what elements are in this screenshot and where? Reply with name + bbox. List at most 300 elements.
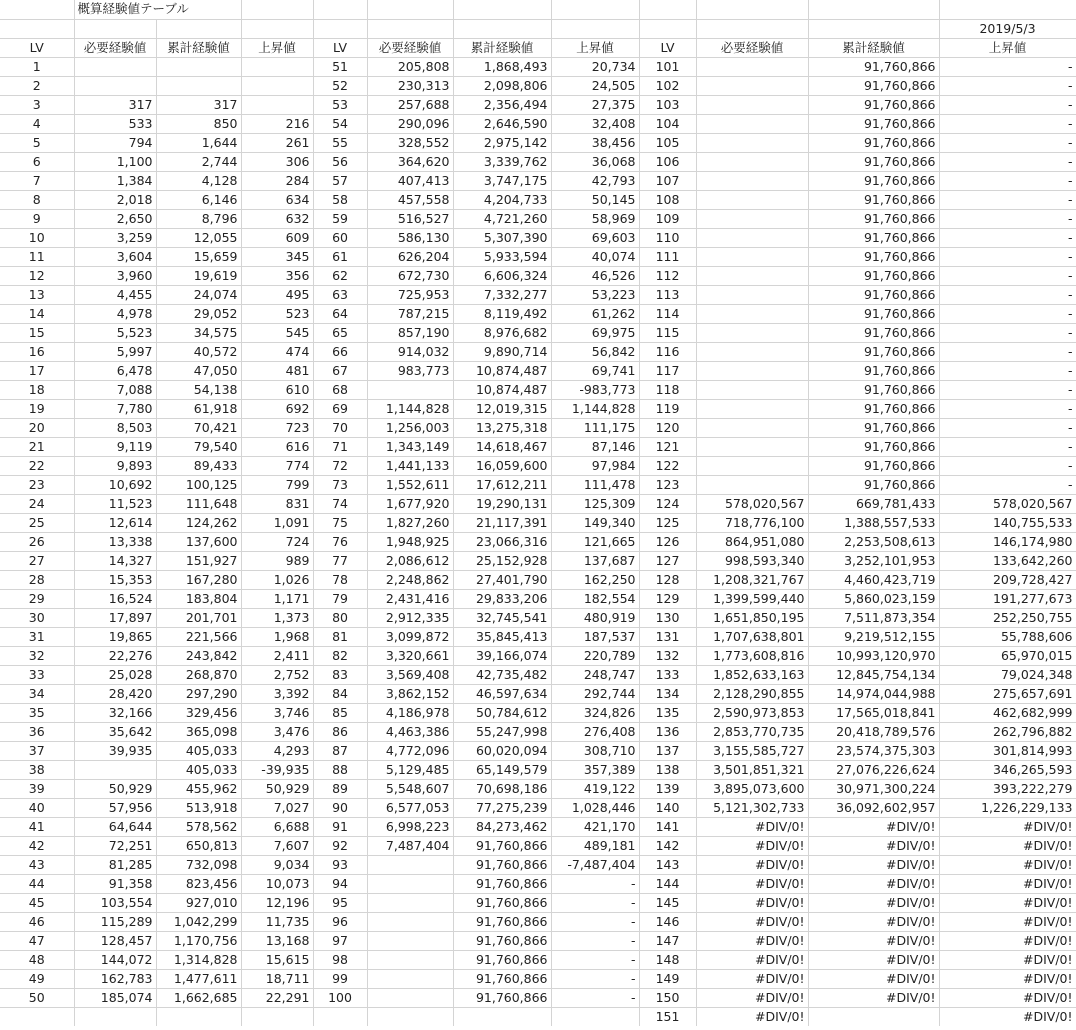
required-exp-cell[interactable]: 1,707,638,801 xyxy=(696,627,808,646)
total-exp-cell[interactable]: 55,247,998 xyxy=(453,722,551,741)
lv-cell[interactable]: 139 xyxy=(639,779,696,798)
lv-cell[interactable]: 5 xyxy=(0,133,74,152)
total-exp-cell[interactable]: 4,460,423,719 xyxy=(808,570,939,589)
lv-cell[interactable]: 49 xyxy=(0,969,74,988)
required-exp-cell[interactable]: 290,096 xyxy=(367,114,453,133)
required-exp-cell[interactable]: 1,100 xyxy=(74,152,156,171)
required-exp-cell[interactable]: 672,730 xyxy=(367,266,453,285)
total-exp-cell[interactable] xyxy=(156,57,241,76)
required-exp-cell[interactable]: 205,808 xyxy=(367,57,453,76)
total-exp-cell[interactable]: 54,138 xyxy=(156,380,241,399)
increase-cell[interactable]: #DIV/0! xyxy=(939,893,1076,912)
increase-cell[interactable]: - xyxy=(939,247,1076,266)
lv-cell[interactable]: 142 xyxy=(639,836,696,855)
total-exp-cell[interactable]: 91,760,866 xyxy=(453,988,551,1007)
increase-cell[interactable]: 2,752 xyxy=(241,665,313,684)
required-exp-cell[interactable]: 57,956 xyxy=(74,798,156,817)
required-exp-cell[interactable]: 3,895,073,600 xyxy=(696,779,808,798)
lv-cell[interactable]: 97 xyxy=(313,931,367,950)
lv-cell[interactable]: 135 xyxy=(639,703,696,722)
total-exp-cell[interactable]: #DIV/0! xyxy=(808,950,939,969)
required-exp-cell[interactable] xyxy=(696,342,808,361)
required-exp-cell[interactable]: 5,997 xyxy=(74,342,156,361)
total-exp-cell[interactable]: 221,566 xyxy=(156,627,241,646)
total-exp-cell[interactable]: 14,974,044,988 xyxy=(808,684,939,703)
total-exp-cell[interactable]: 10,874,487 xyxy=(453,380,551,399)
lv-cell[interactable]: 51 xyxy=(313,57,367,76)
lv-cell[interactable]: 12 xyxy=(0,266,74,285)
required-exp-cell[interactable]: 103,554 xyxy=(74,893,156,912)
lv-cell[interactable]: 144 xyxy=(639,874,696,893)
increase-cell[interactable]: - xyxy=(551,893,639,912)
total-exp-cell[interactable]: 91,760,866 xyxy=(808,190,939,209)
increase-cell[interactable]: 1,091 xyxy=(241,513,313,532)
total-exp-cell[interactable] xyxy=(156,76,241,95)
required-exp-cell[interactable]: 2,853,770,735 xyxy=(696,722,808,741)
required-exp-cell[interactable]: 64,644 xyxy=(74,817,156,836)
required-exp-cell[interactable]: 328,552 xyxy=(367,133,453,152)
header-total-exp[interactable]: 累計経験値 xyxy=(808,38,939,57)
increase-cell[interactable]: 632 xyxy=(241,209,313,228)
required-exp-cell[interactable]: 533 xyxy=(74,114,156,133)
cell[interactable] xyxy=(696,19,808,38)
header-required-exp[interactable]: 必要経験値 xyxy=(74,38,156,57)
required-exp-cell[interactable] xyxy=(696,114,808,133)
total-exp-cell[interactable]: #DIV/0! xyxy=(808,931,939,950)
increase-cell[interactable]: 7,607 xyxy=(241,836,313,855)
increase-cell[interactable]: 610 xyxy=(241,380,313,399)
required-exp-cell[interactable]: 10,692 xyxy=(74,475,156,494)
required-exp-cell[interactable]: 9,893 xyxy=(74,456,156,475)
required-exp-cell[interactable]: 6,998,223 xyxy=(367,817,453,836)
total-exp-cell[interactable]: 91,760,866 xyxy=(453,969,551,988)
required-exp-cell[interactable]: 3,099,872 xyxy=(367,627,453,646)
lv-cell[interactable]: 22 xyxy=(0,456,74,475)
required-exp-cell[interactable]: 586,130 xyxy=(367,228,453,247)
total-exp-cell[interactable]: 4,128 xyxy=(156,171,241,190)
required-exp-cell[interactable] xyxy=(696,380,808,399)
lv-cell[interactable]: 30 xyxy=(0,608,74,627)
lv-cell[interactable]: 4 xyxy=(0,114,74,133)
lv-cell[interactable]: 126 xyxy=(639,532,696,551)
total-exp-cell[interactable]: 2,098,806 xyxy=(453,76,551,95)
lv-cell[interactable]: 25 xyxy=(0,513,74,532)
increase-cell[interactable]: #DIV/0! xyxy=(939,912,1076,931)
total-exp-cell[interactable]: 91,760,866 xyxy=(453,855,551,874)
total-exp-cell[interactable]: 91,760,866 xyxy=(808,456,939,475)
total-exp-cell[interactable]: 32,745,541 xyxy=(453,608,551,627)
lv-cell[interactable]: 55 xyxy=(313,133,367,152)
required-exp-cell[interactable]: 3,604 xyxy=(74,247,156,266)
increase-cell[interactable]: - xyxy=(551,969,639,988)
lv-cell[interactable]: 98 xyxy=(313,950,367,969)
lv-cell[interactable]: 32 xyxy=(0,646,74,665)
lv-cell[interactable]: 65 xyxy=(313,323,367,342)
lv-cell[interactable] xyxy=(0,1007,74,1026)
increase-cell[interactable]: 162,250 xyxy=(551,570,639,589)
required-exp-cell[interactable]: 7,487,404 xyxy=(367,836,453,855)
lv-cell[interactable]: 59 xyxy=(313,209,367,228)
increase-cell[interactable]: 306 xyxy=(241,152,313,171)
total-exp-cell[interactable]: 70,421 xyxy=(156,418,241,437)
lv-cell[interactable]: 106 xyxy=(639,152,696,171)
total-exp-cell[interactable]: 16,059,600 xyxy=(453,456,551,475)
increase-cell[interactable]: - xyxy=(551,874,639,893)
required-exp-cell[interactable]: 3,569,408 xyxy=(367,665,453,684)
total-exp-cell[interactable]: 91,760,866 xyxy=(808,247,939,266)
total-exp-cell[interactable]: 91,760,866 xyxy=(808,228,939,247)
required-exp-cell[interactable] xyxy=(696,304,808,323)
increase-cell[interactable]: 284 xyxy=(241,171,313,190)
required-exp-cell[interactable] xyxy=(696,209,808,228)
required-exp-cell[interactable]: 983,773 xyxy=(367,361,453,380)
increase-cell[interactable]: 609 xyxy=(241,228,313,247)
required-exp-cell[interactable]: 864,951,080 xyxy=(696,532,808,551)
lv-cell[interactable]: 130 xyxy=(639,608,696,627)
lv-cell[interactable]: 93 xyxy=(313,855,367,874)
required-exp-cell[interactable]: 857,190 xyxy=(367,323,453,342)
cell[interactable] xyxy=(453,0,551,19)
required-exp-cell[interactable]: #DIV/0! xyxy=(696,988,808,1007)
increase-cell[interactable]: 523 xyxy=(241,304,313,323)
total-exp-cell[interactable]: #DIV/0! xyxy=(808,969,939,988)
total-exp-cell[interactable]: #DIV/0! xyxy=(808,855,939,874)
required-exp-cell[interactable] xyxy=(696,285,808,304)
increase-cell[interactable]: 345 xyxy=(241,247,313,266)
required-exp-cell[interactable] xyxy=(367,969,453,988)
required-exp-cell[interactable]: 35,642 xyxy=(74,722,156,741)
increase-cell[interactable]: 308,710 xyxy=(551,741,639,760)
lv-cell[interactable]: 10 xyxy=(0,228,74,247)
total-exp-cell[interactable]: 27,076,226,624 xyxy=(808,760,939,779)
total-exp-cell[interactable]: 91,760,866 xyxy=(808,114,939,133)
lv-cell[interactable]: 11 xyxy=(0,247,74,266)
lv-cell[interactable]: 18 xyxy=(0,380,74,399)
lv-cell[interactable]: 45 xyxy=(0,893,74,912)
lv-cell[interactable]: 53 xyxy=(313,95,367,114)
required-exp-cell[interactable]: 1,384 xyxy=(74,171,156,190)
lv-cell[interactable]: 114 xyxy=(639,304,696,323)
increase-cell[interactable]: 3,392 xyxy=(241,684,313,703)
increase-cell[interactable]: 276,408 xyxy=(551,722,639,741)
increase-cell[interactable]: 15,615 xyxy=(241,950,313,969)
total-exp-cell[interactable]: 91,760,866 xyxy=(808,475,939,494)
required-exp-cell[interactable] xyxy=(367,950,453,969)
total-exp-cell[interactable]: 513,918 xyxy=(156,798,241,817)
total-exp-cell[interactable]: 91,760,866 xyxy=(453,874,551,893)
increase-cell[interactable]: 20,734 xyxy=(551,57,639,76)
lv-cell[interactable]: 132 xyxy=(639,646,696,665)
total-exp-cell[interactable]: 27,401,790 xyxy=(453,570,551,589)
lv-cell[interactable]: 62 xyxy=(313,266,367,285)
total-exp-cell[interactable]: 243,842 xyxy=(156,646,241,665)
lv-cell[interactable]: 75 xyxy=(313,513,367,532)
lv-cell[interactable]: 119 xyxy=(639,399,696,418)
required-exp-cell[interactable]: 6,478 xyxy=(74,361,156,380)
required-exp-cell[interactable]: 1,948,925 xyxy=(367,532,453,551)
lv-cell[interactable]: 74 xyxy=(313,494,367,513)
total-exp-cell[interactable]: 36,092,602,957 xyxy=(808,798,939,817)
required-exp-cell[interactable]: 4,186,978 xyxy=(367,703,453,722)
total-exp-cell[interactable]: 13,275,318 xyxy=(453,418,551,437)
increase-cell[interactable]: - xyxy=(939,323,1076,342)
increase-cell[interactable]: 32,408 xyxy=(551,114,639,133)
lv-cell[interactable]: 3 xyxy=(0,95,74,114)
total-exp-cell[interactable]: 91,760,866 xyxy=(808,342,939,361)
increase-cell[interactable]: 24,505 xyxy=(551,76,639,95)
required-exp-cell[interactable]: 12,614 xyxy=(74,513,156,532)
cell[interactable] xyxy=(367,19,453,38)
increase-cell[interactable]: 40,074 xyxy=(551,247,639,266)
required-exp-cell[interactable]: 8,503 xyxy=(74,418,156,437)
lv-cell[interactable]: 24 xyxy=(0,494,74,513)
cell[interactable] xyxy=(696,0,808,19)
lv-cell[interactable]: 121 xyxy=(639,437,696,456)
total-exp-cell[interactable]: 1,314,828 xyxy=(156,950,241,969)
required-exp-cell[interactable]: 17,897 xyxy=(74,608,156,627)
required-exp-cell[interactable]: 787,215 xyxy=(367,304,453,323)
required-exp-cell[interactable]: 81,285 xyxy=(74,855,156,874)
lv-cell[interactable]: 66 xyxy=(313,342,367,361)
required-exp-cell[interactable]: 1,208,321,767 xyxy=(696,570,808,589)
cell[interactable] xyxy=(74,19,156,38)
required-exp-cell[interactable]: 16,524 xyxy=(74,589,156,608)
required-exp-cell[interactable]: 15,353 xyxy=(74,570,156,589)
increase-cell[interactable]: #DIV/0! xyxy=(939,1007,1076,1026)
total-exp-cell[interactable]: 91,760,866 xyxy=(453,893,551,912)
increase-cell[interactable]: 111,175 xyxy=(551,418,639,437)
required-exp-cell[interactable]: 1,399,599,440 xyxy=(696,589,808,608)
total-exp-cell[interactable]: 2,975,142 xyxy=(453,133,551,152)
lv-cell[interactable]: 124 xyxy=(639,494,696,513)
lv-cell[interactable]: 43 xyxy=(0,855,74,874)
lv-cell[interactable]: 80 xyxy=(313,608,367,627)
total-exp-cell[interactable]: 20,418,789,576 xyxy=(808,722,939,741)
total-exp-cell[interactable]: 10,993,120,970 xyxy=(808,646,939,665)
header-required-exp[interactable]: 必要経験値 xyxy=(367,38,453,57)
increase-cell[interactable]: - xyxy=(939,190,1076,209)
lv-cell[interactable]: 104 xyxy=(639,114,696,133)
total-exp-cell[interactable]: 329,456 xyxy=(156,703,241,722)
total-exp-cell[interactable]: 455,962 xyxy=(156,779,241,798)
increase-cell[interactable]: 79,024,348 xyxy=(939,665,1076,684)
total-exp-cell[interactable]: 297,290 xyxy=(156,684,241,703)
increase-cell[interactable]: - xyxy=(939,266,1076,285)
total-exp-cell[interactable] xyxy=(808,1007,939,1026)
required-exp-cell[interactable] xyxy=(696,228,808,247)
total-exp-cell[interactable]: 12,845,754,134 xyxy=(808,665,939,684)
lv-cell[interactable]: 36 xyxy=(0,722,74,741)
required-exp-cell[interactable] xyxy=(367,893,453,912)
lv-cell[interactable]: 129 xyxy=(639,589,696,608)
required-exp-cell[interactable]: 144,072 xyxy=(74,950,156,969)
header-required-exp[interactable]: 必要経験値 xyxy=(696,38,808,57)
increase-cell[interactable]: 481 xyxy=(241,361,313,380)
required-exp-cell[interactable]: #DIV/0! xyxy=(696,817,808,836)
required-exp-cell[interactable]: 725,953 xyxy=(367,285,453,304)
increase-cell[interactable]: 65,970,015 xyxy=(939,646,1076,665)
lv-cell[interactable]: 136 xyxy=(639,722,696,741)
total-exp-cell[interactable]: 1,644 xyxy=(156,133,241,152)
increase-cell[interactable]: 1,226,229,133 xyxy=(939,798,1076,817)
lv-cell[interactable]: 8 xyxy=(0,190,74,209)
total-exp-cell[interactable]: 21,117,391 xyxy=(453,513,551,532)
cell[interactable] xyxy=(453,19,551,38)
lv-cell[interactable]: 111 xyxy=(639,247,696,266)
increase-cell[interactable]: 56,842 xyxy=(551,342,639,361)
total-exp-cell[interactable]: 24,074 xyxy=(156,285,241,304)
increase-cell[interactable]: 723 xyxy=(241,418,313,437)
lv-cell[interactable]: 2 xyxy=(0,76,74,95)
increase-cell[interactable]: 545 xyxy=(241,323,313,342)
cell[interactable] xyxy=(808,19,939,38)
lv-cell[interactable]: 38 xyxy=(0,760,74,779)
increase-cell[interactable]: 4,293 xyxy=(241,741,313,760)
lv-cell[interactable]: 57 xyxy=(313,171,367,190)
required-exp-cell[interactable]: 1,256,003 xyxy=(367,418,453,437)
required-exp-cell[interactable]: 998,593,340 xyxy=(696,551,808,570)
cell[interactable] xyxy=(241,19,313,38)
lv-cell[interactable]: 79 xyxy=(313,589,367,608)
total-exp-cell[interactable]: 91,760,866 xyxy=(808,76,939,95)
required-exp-cell[interactable] xyxy=(696,152,808,171)
total-exp-cell[interactable]: 91,760,866 xyxy=(808,266,939,285)
required-exp-cell[interactable]: 516,527 xyxy=(367,209,453,228)
increase-cell[interactable]: 262,796,882 xyxy=(939,722,1076,741)
increase-cell[interactable]: 275,657,691 xyxy=(939,684,1076,703)
total-exp-cell[interactable]: 137,600 xyxy=(156,532,241,551)
required-exp-cell[interactable]: 91,358 xyxy=(74,874,156,893)
increase-cell[interactable]: 356 xyxy=(241,266,313,285)
lv-cell[interactable]: 58 xyxy=(313,190,367,209)
lv-cell[interactable]: 76 xyxy=(313,532,367,551)
total-exp-cell[interactable]: 61,918 xyxy=(156,399,241,418)
increase-cell[interactable]: 10,073 xyxy=(241,874,313,893)
increase-cell[interactable]: -39,935 xyxy=(241,760,313,779)
lv-cell[interactable]: 46 xyxy=(0,912,74,931)
increase-cell[interactable]: 69,975 xyxy=(551,323,639,342)
total-exp-cell[interactable]: 14,618,467 xyxy=(453,437,551,456)
lv-cell[interactable] xyxy=(313,1007,367,1026)
header-lv[interactable]: LV xyxy=(0,38,74,57)
total-exp-cell[interactable]: 1,662,685 xyxy=(156,988,241,1007)
increase-cell[interactable] xyxy=(241,1007,313,1026)
lv-cell[interactable]: 15 xyxy=(0,323,74,342)
increase-cell[interactable]: 495 xyxy=(241,285,313,304)
increase-cell[interactable]: - xyxy=(939,399,1076,418)
required-exp-cell[interactable]: 1,852,633,163 xyxy=(696,665,808,684)
increase-cell[interactable]: 692 xyxy=(241,399,313,418)
lv-cell[interactable]: 127 xyxy=(639,551,696,570)
required-exp-cell[interactable]: 230,313 xyxy=(367,76,453,95)
lv-cell[interactable]: 56 xyxy=(313,152,367,171)
cell[interactable] xyxy=(808,0,939,19)
increase-cell[interactable]: 11,735 xyxy=(241,912,313,931)
total-exp-cell[interactable]: 9,890,714 xyxy=(453,342,551,361)
total-exp-cell[interactable]: 29,052 xyxy=(156,304,241,323)
lv-cell[interactable]: 143 xyxy=(639,855,696,874)
lv-cell[interactable]: 52 xyxy=(313,76,367,95)
lv-cell[interactable]: 69 xyxy=(313,399,367,418)
total-exp-cell[interactable]: 6,146 xyxy=(156,190,241,209)
increase-cell[interactable]: 61,262 xyxy=(551,304,639,323)
lv-cell[interactable]: 37 xyxy=(0,741,74,760)
lv-cell[interactable]: 71 xyxy=(313,437,367,456)
increase-cell[interactable]: 220,789 xyxy=(551,646,639,665)
total-exp-cell[interactable]: 4,721,260 xyxy=(453,209,551,228)
increase-cell[interactable]: - xyxy=(939,285,1076,304)
required-exp-cell[interactable]: 2,128,290,855 xyxy=(696,684,808,703)
lv-cell[interactable]: 112 xyxy=(639,266,696,285)
lv-cell[interactable]: 6 xyxy=(0,152,74,171)
lv-cell[interactable]: 134 xyxy=(639,684,696,703)
total-exp-cell[interactable]: 405,033 xyxy=(156,741,241,760)
total-exp-cell[interactable]: 79,540 xyxy=(156,437,241,456)
lv-cell[interactable]: 99 xyxy=(313,969,367,988)
required-exp-cell[interactable]: #DIV/0! xyxy=(696,893,808,912)
increase-cell[interactable]: 9,034 xyxy=(241,855,313,874)
increase-cell[interactable]: - xyxy=(939,152,1076,171)
lv-cell[interactable]: 20 xyxy=(0,418,74,437)
required-exp-cell[interactable]: 1,343,149 xyxy=(367,437,453,456)
total-exp-cell[interactable]: 1,388,557,533 xyxy=(808,513,939,532)
increase-cell[interactable]: 292,744 xyxy=(551,684,639,703)
lv-cell[interactable]: 96 xyxy=(313,912,367,931)
increase-cell[interactable]: 421,170 xyxy=(551,817,639,836)
lv-cell[interactable]: 60 xyxy=(313,228,367,247)
increase-cell[interactable]: 42,793 xyxy=(551,171,639,190)
required-exp-cell[interactable]: #DIV/0! xyxy=(696,912,808,931)
total-exp-cell[interactable]: 268,870 xyxy=(156,665,241,684)
total-exp-cell[interactable]: 1,477,611 xyxy=(156,969,241,988)
lv-cell[interactable]: 14 xyxy=(0,304,74,323)
required-exp-cell[interactable]: 4,978 xyxy=(74,304,156,323)
increase-cell[interactable]: - xyxy=(551,912,639,931)
increase-cell[interactable]: 252,250,755 xyxy=(939,608,1076,627)
increase-cell[interactable]: #DIV/0! xyxy=(939,950,1076,969)
required-exp-cell[interactable]: 257,688 xyxy=(367,95,453,114)
increase-cell[interactable]: 182,554 xyxy=(551,589,639,608)
total-exp-cell[interactable]: 91,760,866 xyxy=(453,912,551,931)
lv-cell[interactable]: 92 xyxy=(313,836,367,855)
increase-cell[interactable]: 489,181 xyxy=(551,836,639,855)
required-exp-cell[interactable]: 28,420 xyxy=(74,684,156,703)
total-exp-cell[interactable]: 124,262 xyxy=(156,513,241,532)
required-exp-cell[interactable] xyxy=(74,57,156,76)
lv-cell[interactable]: 50 xyxy=(0,988,74,1007)
required-exp-cell[interactable]: 4,455 xyxy=(74,285,156,304)
total-exp-cell[interactable]: 317 xyxy=(156,95,241,114)
lv-cell[interactable]: 91 xyxy=(313,817,367,836)
lv-cell[interactable]: 138 xyxy=(639,760,696,779)
required-exp-cell[interactable]: 718,776,100 xyxy=(696,513,808,532)
lv-cell[interactable]: 9 xyxy=(0,209,74,228)
increase-cell[interactable] xyxy=(551,1007,639,1026)
required-exp-cell[interactable] xyxy=(367,874,453,893)
required-exp-cell[interactable]: 32,166 xyxy=(74,703,156,722)
required-exp-cell[interactable]: 1,677,920 xyxy=(367,494,453,513)
header-increase[interactable]: 上昇値 xyxy=(939,38,1076,57)
required-exp-cell[interactable]: 407,413 xyxy=(367,171,453,190)
total-exp-cell[interactable]: 77,275,239 xyxy=(453,798,551,817)
lv-cell[interactable]: 148 xyxy=(639,950,696,969)
total-exp-cell[interactable]: 5,933,594 xyxy=(453,247,551,266)
increase-cell[interactable]: - xyxy=(939,133,1076,152)
lv-cell[interactable]: 54 xyxy=(313,114,367,133)
required-exp-cell[interactable]: 578,020,567 xyxy=(696,494,808,513)
cell[interactable] xyxy=(156,19,241,38)
lv-cell[interactable]: 28 xyxy=(0,570,74,589)
